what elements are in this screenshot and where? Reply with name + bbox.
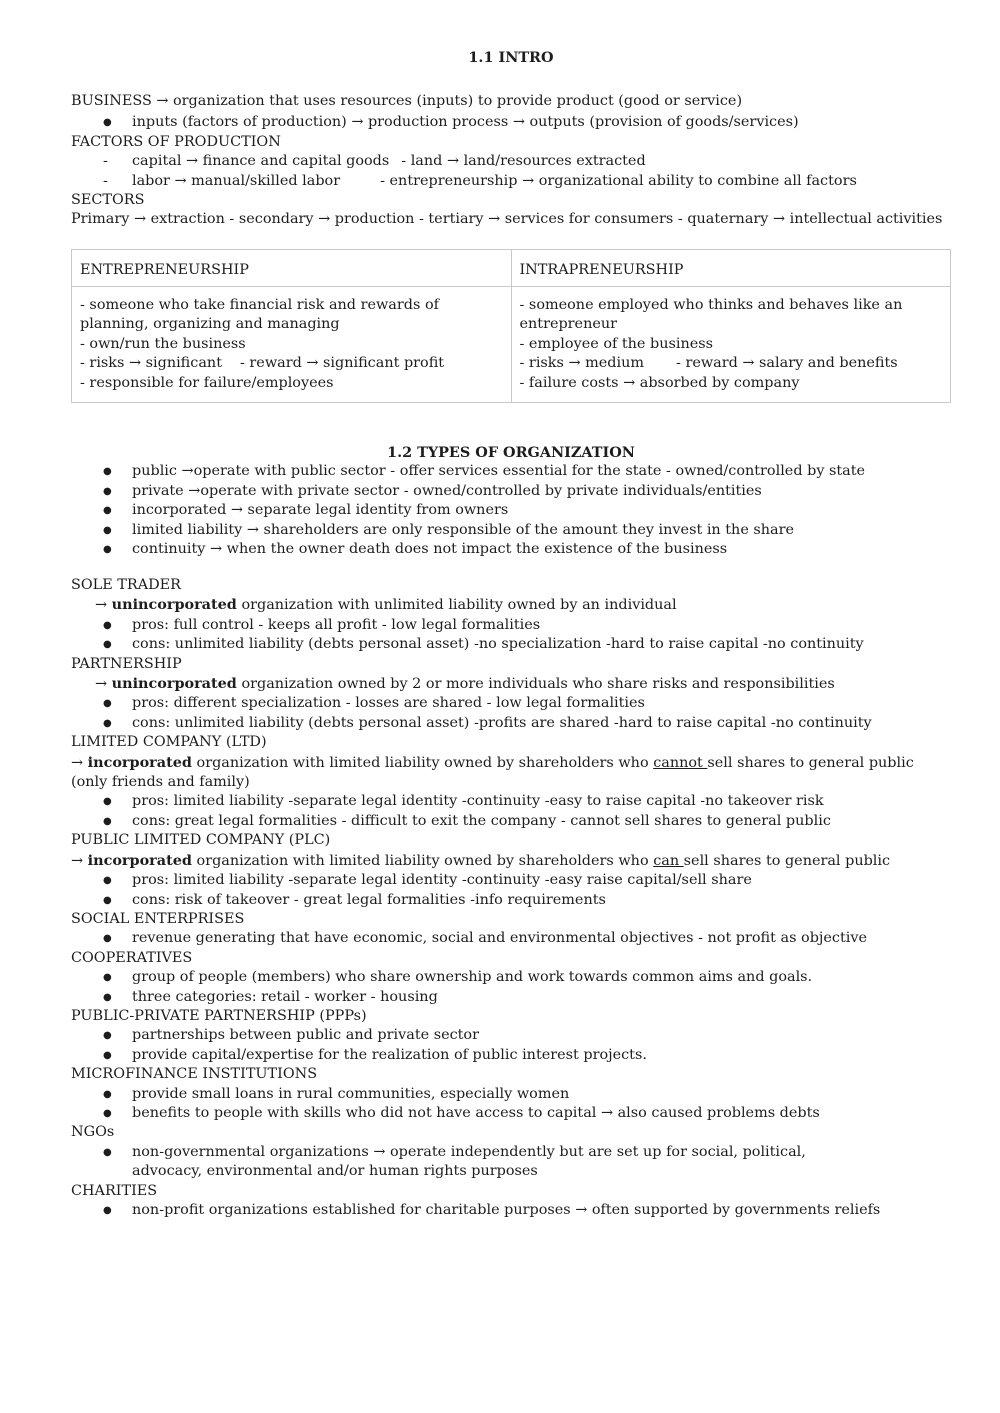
partnership-bold: unincorporated (111, 675, 237, 693)
factors-list (71, 152, 951, 191)
header-intrapreneurship: INTRAPRENEURSHIP (511, 250, 951, 287)
factor-labor: labor → manual/skilled labor (132, 172, 341, 189)
business-list (71, 113, 951, 132)
ngo-list (71, 1143, 951, 1182)
plc-list (71, 871, 951, 910)
partnership-pros: ● pros: different specialization - losses are shared - low legal formalities (71, 694, 951, 713)
factor-land: - land → land/resources extracted (401, 153, 646, 170)
entre-line-4: - responsible for failure/employees (80, 374, 334, 391)
table-body-row (72, 287, 951, 403)
sole-trader-heading: SOLE TRADER (71, 577, 181, 593)
coop-bullet: ● three categories: retail - worker - housing (71, 988, 951, 1007)
sole-trader-list (71, 616, 951, 655)
coop-list (71, 968, 951, 1007)
ngo-heading: NGOs (71, 1124, 115, 1141)
social-list (71, 929, 951, 948)
ltd-post: sell shares to general public (only friends and family) (71, 754, 914, 791)
plc-pros: ● pros: limited liability -separate legal identity -continuity -easy raise capital/sell share (71, 871, 951, 890)
intra-line-4: - failure costs → absorbed by company (519, 374, 800, 391)
social-heading: SOCIAL ENTERPRISES (71, 910, 245, 927)
ltd-heading: LIMITED COMPANY (LTD) (71, 734, 267, 751)
cell-entrepreneurship (72, 287, 512, 403)
partnership-definition (71, 674, 951, 694)
plc-heading: PUBLIC LIMITED COMPANY (PLC) (71, 832, 331, 849)
coop-heading: COOPERATIVES (71, 949, 193, 966)
arrow-glyph: → (95, 676, 108, 693)
ltd-cons: ● cons: great legal formalities - difficult to exit the company - cannot sell shares to general public (71, 812, 951, 831)
types-list (71, 462, 951, 559)
sectors-line: Primary → extraction - secondary → production - tertiary → services for consumers - quaternary → intellectual activities (71, 211, 943, 228)
intra-risk: - risks → medium (519, 355, 645, 372)
factor-entrepreneurship: - entrepreneurship → organizational ability to combine all factors (380, 172, 857, 189)
sectors-heading: SECTORS (71, 192, 145, 209)
cell-intrapreneurship (511, 287, 951, 403)
ltd-pros: ● pros: limited liability -separate legal identity -continuity -easy to raise capital -no takeover risk (71, 792, 951, 811)
plc-definition (71, 851, 951, 871)
ltd-definition (71, 753, 951, 793)
factor-row (71, 172, 951, 191)
intra-reward: - reward → salary and benefits (676, 355, 898, 372)
micro-heading: MICROFINANCE INSTITUTIONS (71, 1066, 318, 1083)
plc-pre: organization with limited liability owned by shareholders who (191, 852, 654, 869)
ppp-bullet: ● partnerships between public and private sector (71, 1026, 951, 1045)
factor-capital: capital → finance and capital goods (132, 153, 390, 170)
sole-trader-pros: ● pros: full control - keeps all profit - low legal formalities (71, 616, 951, 635)
comparison-table (71, 249, 951, 403)
ltd-list (71, 792, 951, 831)
ppp-list (71, 1026, 951, 1065)
plc-cons: ● cons: risk of takeover - great legal formalities -info requirements (71, 891, 951, 910)
types-bullet-private: ● private →operate with private sector - owned/controlled by private individuals/entities (71, 482, 951, 501)
ltd-bold: incorporated (87, 753, 192, 771)
charities-list (71, 1201, 951, 1220)
sole-trader-definition (71, 595, 951, 615)
arrow-glyph: → (95, 597, 108, 614)
factors-heading: FACTORS OF PRODUCTION (71, 133, 281, 150)
table-header-row (72, 250, 951, 287)
entre-line-2: - own/run the business (80, 335, 246, 352)
sole-trader-bold: unincorporated (111, 596, 237, 614)
types-bullet-public: ● public →operate with public sector - offer services essential for the state - owned/controlled by state (71, 462, 951, 481)
intro-title-wrap (71, 48, 951, 67)
partnership-heading: PARTNERSHIP (71, 655, 182, 672)
factor-row (71, 152, 951, 171)
social-bullet: ● revenue generating that have economic, social and environmental objectives - not profit as objective (71, 929, 951, 948)
intro-title: 1.1 INTRO (468, 49, 554, 66)
types-bullet-limited-liability: ● limited liability → shareholders are only responsible of the amount they invest in the share (71, 521, 951, 540)
plc-bold: incorporated (87, 851, 192, 869)
arrow-glyph: → (71, 852, 84, 869)
types-section (71, 443, 951, 559)
ltd-underlined: cannot (653, 754, 708, 771)
partnership-rest: organization owned by 2 or more individuals who share risks and responsibilities (236, 676, 835, 693)
types-bullet-incorporated: ● incorporated → separate legal identity from owners (71, 501, 951, 520)
charities-heading: CHARITIES (71, 1182, 158, 1199)
plc-underlined: can (653, 852, 684, 869)
plc-post: sell shares to general public (683, 852, 891, 869)
sole-trader-cons: ● cons: unlimited liability (debts personal asset) -no specialization -hard to raise capital -no continuity (71, 635, 951, 654)
ppp-bullet: ● provide capital/expertise for the realization of public interest projects. (71, 1046, 951, 1065)
micro-list (71, 1085, 951, 1124)
intra-line-2: - employee of the business (519, 335, 714, 352)
arrow-glyph: → (71, 754, 84, 771)
entre-line-1: - someone who take financial risk and rewards of planning, organizing and managing (80, 297, 439, 333)
business-definition: BUSINESS → organization that uses resources (inputs) to provide product (good or service) (71, 93, 743, 109)
organizations-section (71, 576, 951, 1220)
types-bullet-continuity: ● continuity → when the owner death does not impact the existence of the business (71, 540, 951, 559)
entre-risk: - risks → significant (80, 355, 222, 372)
partnership-cons: ● cons: unlimited liability (debts personal asset) -profits are shared -hard to raise capital -no continuity (71, 714, 951, 733)
partnership-list (71, 694, 951, 733)
charities-bullet: ● non-profit organizations established for charitable purposes → often supported by governments reliefs (71, 1201, 951, 1220)
micro-bullet: ● provide small loans in rural communities, especially women (71, 1085, 951, 1104)
entre-reward: - reward → significant profit (239, 355, 445, 372)
intra-line-3 (520, 354, 943, 373)
ngo-bullet: ● non-governmental organizations → operate independently but are set up for social, political, advocacy, environmental and/or human rights purposes (71, 1143, 951, 1182)
entre-line-3 (80, 354, 503, 373)
micro-bullet: ● benefits to people with skills who did not have access to capital → also caused problems debts (71, 1104, 951, 1123)
header-entrepreneurship: ENTREPRENEURSHIP (72, 250, 512, 287)
business-bullet: ● inputs (factors of production) → production process → outputs (provision of goods/services) (71, 113, 951, 132)
coop-bullet: ● group of people (members) who share ownership and work towards common aims and goals. (71, 968, 951, 987)
types-title: 1.2 TYPES OF ORGANIZATION (387, 444, 635, 461)
ltd-pre: organization with limited liability owned by shareholders who (191, 754, 654, 771)
sole-trader-rest: organization with unlimited liability owned by an individual (236, 597, 677, 614)
intra-line-1: - someone employed who thinks and behaves like an entrepreneur (519, 297, 903, 333)
intro-section (71, 92, 951, 230)
ppp-heading: PUBLIC-PRIVATE PARTNERSHIP (PPPs) (71, 1007, 367, 1024)
